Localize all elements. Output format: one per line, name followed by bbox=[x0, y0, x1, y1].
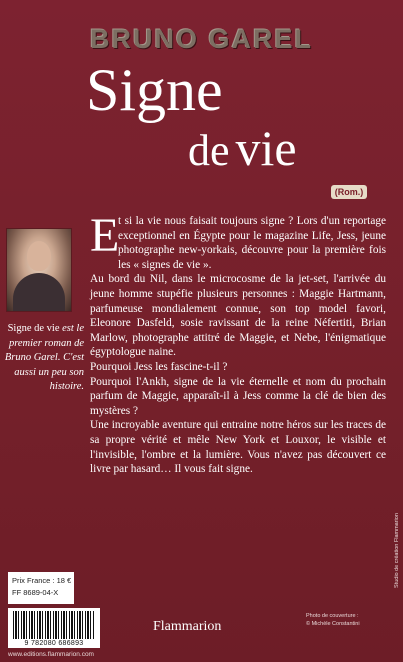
blurb-paragraph-4: Pourquoi l'Ankh, signe de la vie éternelle et nom du prochain parfum de Maggie, apparaît-il à Jess comme la clé de bien des mystères ? bbox=[90, 375, 386, 417]
author-name: BRUNO GAREL bbox=[90, 24, 313, 54]
blurb-paragraph-1: t si la vie nous faisait toujours signe ? Lors d'un reportage exceptionnel en Égypte pour le magazine Life, Jess, jeune photographe new-yorkais, découvre pour la première fois les « signes de vie ». bbox=[118, 215, 386, 271]
author-photo bbox=[6, 228, 72, 312]
photo-credit bbox=[306, 612, 360, 628]
studio-credit: Studio de création Flammarion bbox=[394, 513, 400, 588]
photo-credit-line-1: Photo de couverture : bbox=[306, 613, 359, 619]
author-photo-body bbox=[13, 273, 65, 311]
barcode-bars bbox=[13, 611, 95, 639]
isbn-barcode bbox=[8, 608, 100, 648]
dropcap-letter: E bbox=[90, 209, 120, 262]
caption-title: Signe de vie bbox=[7, 323, 60, 334]
author-caption bbox=[4, 322, 84, 395]
title-de: de bbox=[188, 126, 230, 175]
author-photo-head bbox=[27, 241, 51, 271]
price-sticker bbox=[8, 572, 74, 604]
publisher-name: Flammarion bbox=[153, 619, 222, 634]
barcode-digits: 9 782080 686893 bbox=[24, 640, 84, 647]
reference-number: FF 8689-04-X bbox=[12, 588, 59, 597]
blurb-text bbox=[90, 209, 386, 477]
blurb-paragraph-2: Au bord du Nil, dans le microcosme de la jet-set, l'arrivée du jeune homme stupéfie plusieurs personnes : Maggie Hartmann, parfumeuse mondialement connue, son top model favori, Eleonore Dasfeld, sosie ravissant de la reine Néfertiti, Brian Marlow, photographe attitré de Maggie, et Nebe, l'énigmatique égyptologue naine. bbox=[90, 273, 386, 359]
caption-line-2: est le premier roman de Bruno Garel. bbox=[4, 323, 84, 363]
blurb-paragraph-5: Une incroyable aventure qui entraine notre héros sur les traces de sa propre vérité et mêle New York et Louxor, le visible et l'invisible, l'ombre et la lumière. Vous n'avez pas découvert ce livre par hasard… Il vous fait signe. bbox=[90, 419, 386, 476]
title-vie: vie bbox=[235, 120, 297, 176]
title-signe: Signe bbox=[86, 57, 223, 123]
genre-badge: (Rom.) bbox=[331, 185, 367, 199]
price-label: Prix France : 18 € bbox=[12, 576, 72, 585]
caption-line-3: C'est aussi un peu son histoire. bbox=[14, 352, 84, 392]
title-de-vie bbox=[188, 120, 297, 176]
blurb-paragraph-3: Pourquoi Jess les fascine-t-il ? bbox=[90, 360, 228, 373]
publisher-website: www.editions.flammarion.com bbox=[8, 651, 94, 658]
photo-credit-line-2: © Michèle Constantini bbox=[306, 621, 360, 627]
